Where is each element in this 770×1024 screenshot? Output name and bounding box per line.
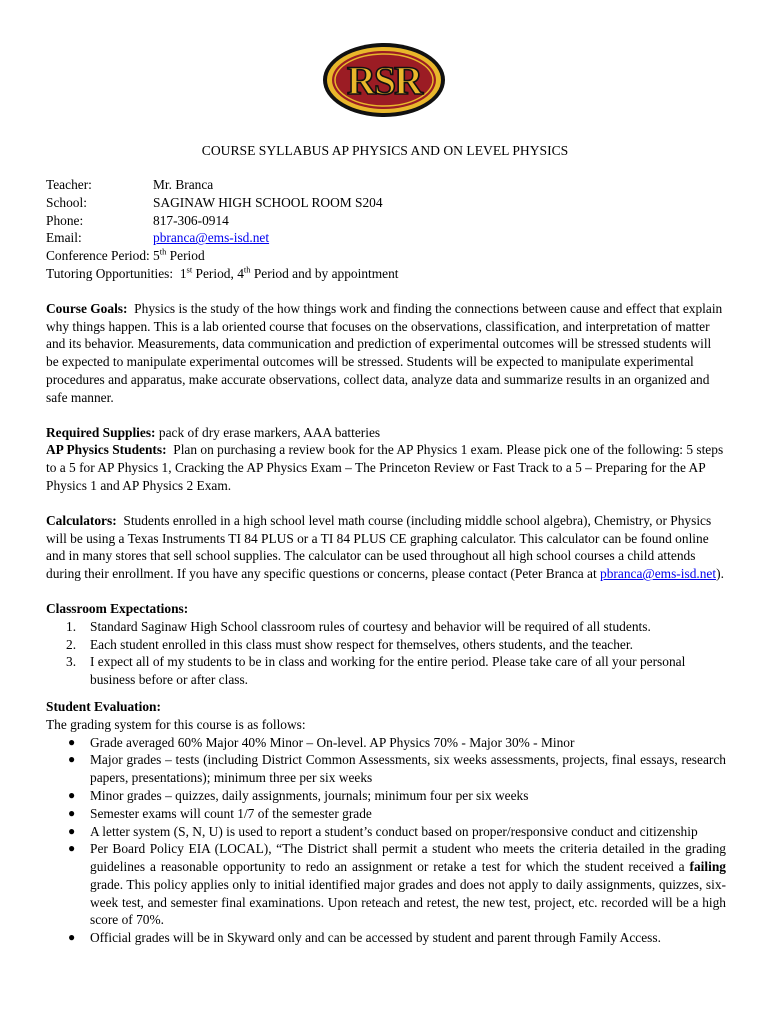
list-item [46, 734, 726, 752]
list-item: 2. Each student enrolled in this class must show respect for themselves, others students, and the teacher. [66, 636, 633, 652]
evaluation-intro: The grading system for this course is as follows: [46, 716, 306, 732]
phone-label: Phone: [46, 212, 84, 228]
bullet-icon: ● [68, 752, 76, 767]
expectations-list [46, 618, 726, 689]
conference-sup: th [159, 246, 167, 257]
conference-label: Conference Period: [46, 248, 150, 264]
required-supplies [46, 424, 726, 442]
list-item: 3. I expect all of my students to be in class and working for the entire period. Please take care of all your personal business before or after class. [46, 653, 726, 689]
ap-heading: AP Physics Students: [46, 442, 167, 458]
bullet-icon: ● [68, 823, 76, 838]
email-row [46, 229, 726, 247]
logo-text: RSR [346, 58, 422, 103]
bullet-icon: ● [68, 734, 76, 749]
conference-row [46, 247, 726, 265]
bullet-icon: ● [68, 787, 76, 802]
email-label: Email: [46, 230, 82, 246]
expectation-text: Each student enrolled in this class must show respect for themselves, others students, and the teacher. [90, 636, 633, 652]
tutoring-a-sup: st [186, 264, 193, 275]
tutoring-b-sup: th [243, 264, 251, 275]
teacher-label: Teacher: [46, 177, 92, 192]
list-item [46, 823, 726, 841]
policy-part-a: Per Board Policy EIA (LOCAL), “The District shall permit a student who meets the criteria detailed in the grading guidelines a reasonable opportunity to redo an assignment or retake a test for which the student received a [90, 841, 726, 875]
tutoring-label: Tutoring Opportunities: [46, 265, 174, 281]
school-logo [322, 42, 446, 118]
expectation-text: Standard Saginaw High School classroom rules of courtesy and behavior will be required of all students. [90, 618, 651, 634]
tutoring-c: Period and by appointment [250, 265, 399, 281]
evaluation-text: Major grades – tests (including District Common Assessments, six weeks assessments, projects, final essays, research papers, presentations); minimum three per six weeks [90, 752, 726, 786]
email-link[interactable]: pbranca@ems-isd.net [153, 230, 270, 246]
school-label: School: [46, 194, 87, 210]
evaluation-heading-text: Student Evaluation: [46, 698, 161, 714]
evaluation-text: Official grades will be in Skyward only and can be accessed by student and parent through Family Access. [90, 930, 661, 946]
list-item [46, 787, 726, 805]
calculators-text: Students enrolled in a high school level math course (including middle school algebra), Chemistry, or Physics will be using a Texas Instruments TI 84 PLUS or a TI 84 PLUS CE graphing calculator. This calculator can be found online and in many stores that sell school supplies. The calculator can be used throughout all high school courses a child attends during their enrollment. If you have any specific questions or concerns, please contact (Peter Branca at [46, 512, 712, 582]
evaluation-text: A letter system (S, N, U) is used to report a student’s conduct based on proper/responsive conduct and citizenship [90, 823, 698, 839]
conference-value [153, 247, 205, 265]
evaluation-list [46, 734, 726, 948]
evaluation-text: Minor grades – quizzes, daily assignments, journals; minimum four per six weeks [90, 787, 529, 803]
bullet-icon: ● [68, 841, 76, 856]
list-item [46, 929, 726, 947]
policy-bold: failing [689, 859, 726, 875]
supplies-text: pack of dry erase markers, AAA batteries [158, 424, 381, 440]
list-item [46, 840, 726, 929]
list-item [46, 805, 726, 823]
calculators-end: ). [716, 566, 724, 582]
tutoring-b: Period, 4 [192, 265, 244, 281]
evaluation-text: Semester exams will count 1/7 of the semester grade [90, 805, 372, 821]
evaluation-text: Grade averaged 60% Major 40% Minor – On-level. AP Physics 70% - Major 30% - Minor [90, 734, 575, 750]
course-goals-text: Physics is the study of the how things work and finding the connections between cause and effect that explain why things happen. This is a lab oriented course that focuses on the observations, classification, and interpretation of matter and its behavior. Measurements, data communication and prediction of experimental outcomes will be stressed students will be expected to manipulate experimental outcomes will be stressed. Students will be expected to manipulate experimental procedures and apparatus, make accurate observations, collect data, analyze data and summarize results in an organized and safe manner. [46, 300, 723, 405]
expectations-heading-text: Classroom Expectations: [46, 600, 189, 616]
page-title: COURSE SYLLABUS AP PHYSICS AND ON LEVEL PHYSICS [201, 143, 569, 158]
teacher-value: Mr. Branca [153, 177, 214, 192]
calculators-email-link[interactable]: pbranca@ems-isd.net [600, 566, 717, 582]
board-policy-text [90, 840, 726, 929]
calculators-heading: Calculators: [46, 512, 117, 528]
ap-text: Plan on purchasing a review book for the AP Physics 1 exam. Please pick one of the following: 5 steps to a 5 for AP Physics 1, Cracking the AP Physics Exam – The Princeton Review or Fast Track to a 5 – Preparing for the AP Physics 1 and AP Physics 2 Exam. [46, 442, 724, 493]
course-goals [46, 300, 726, 407]
ap-students [46, 441, 726, 494]
evaluation-heading [46, 698, 726, 716]
supplies-heading: Required Supplies: [46, 424, 156, 440]
expectation-text: I expect all of my students to be in class and working for the entire period. Please take care of all your personal business before or after class. [90, 654, 686, 688]
teacher-row [46, 176, 726, 194]
calculators [46, 512, 726, 583]
list-item: 1. Standard Saginaw High School classroom rules of courtesy and behavior will be required of all students. [66, 618, 651, 634]
tutoring-row [46, 265, 726, 283]
phone-value: 817-306-0914 [153, 212, 229, 228]
bullet-icon: ● [68, 805, 76, 820]
policy-part-b: grade. This policy applies only to initial identified major grades and does not apply to daily assignments, quizzes, six-week test, and semester final examinations. Upon reteach and retest, the new test, project, etc. recorded will be a high score of 70%. [90, 876, 726, 928]
syllabus-body [46, 176, 726, 947]
conference-rest: Period [166, 248, 205, 264]
bullet-icon: ● [68, 930, 76, 945]
school-row [46, 194, 726, 212]
conference-num: 5 [153, 248, 160, 264]
list-item [46, 751, 726, 787]
expectations-heading [46, 600, 726, 618]
course-goals-heading: Course Goals: [46, 300, 128, 316]
school-value: SAGINAW HIGH SCHOOL ROOM S204 [153, 194, 383, 210]
phone-row [46, 212, 726, 230]
tutoring-a: 1 [179, 265, 187, 281]
